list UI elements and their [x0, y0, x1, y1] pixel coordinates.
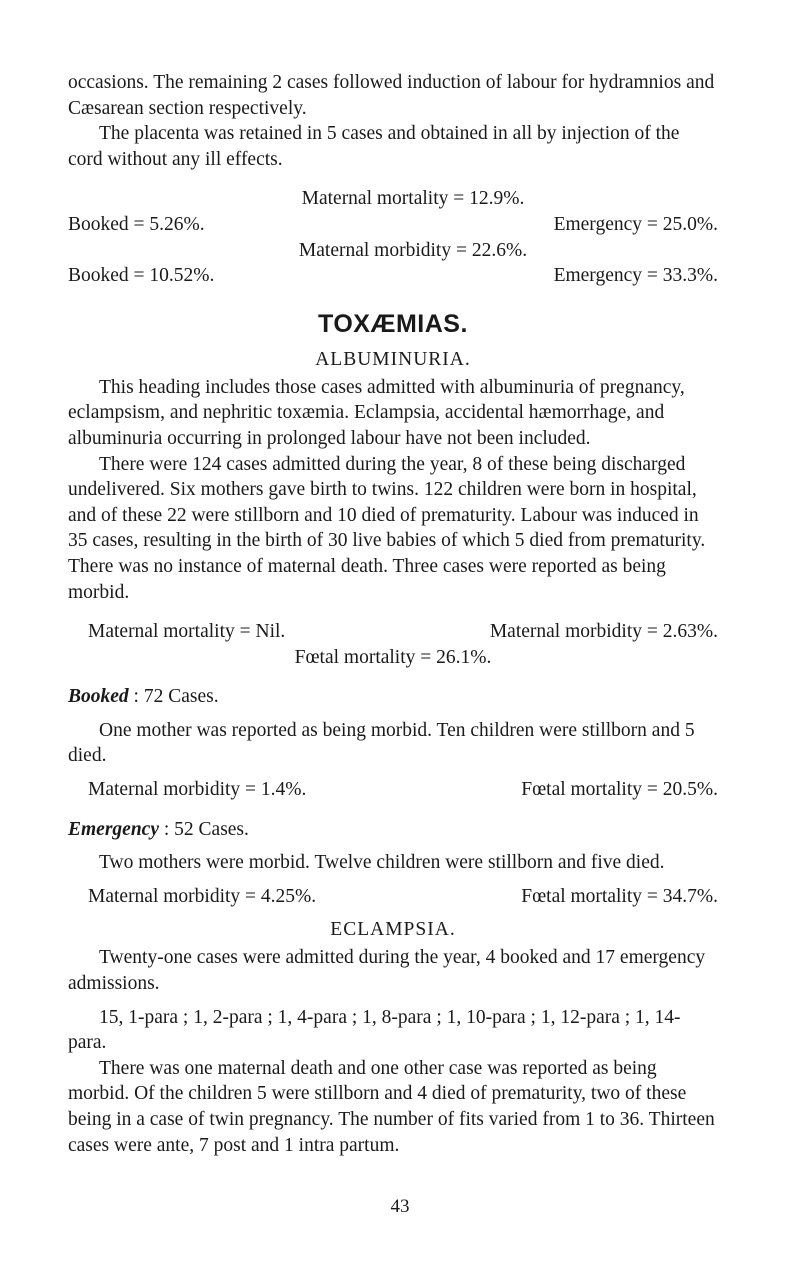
emergency-label: Emergency [68, 818, 159, 840]
booked-morbidity-stat: Booked = 10.52%. [68, 265, 215, 287]
booked-subsection-title [68, 684, 718, 710]
albuminuria-foetal-stat: Fœtal mortality = 26.1%. [294, 646, 492, 668]
subheading-eclampsia: ECLAMPSIA. [330, 919, 456, 941]
maternal-morbidity-stat: Maternal morbidity = 22.6%. [298, 239, 528, 261]
emergency-paragraph: Two mothers were morbid. Twelve children were stillborn and five died. [99, 852, 665, 874]
booked-stats-row [68, 777, 718, 803]
albuminuria-morbidity-stat: Maternal morbidity = 2.63%. [489, 621, 718, 643]
albuminuria-stats-row [68, 619, 718, 645]
emergency-morbidity-stat: Maternal morbidity = 4.25%. [88, 885, 317, 907]
section-heading-toxaemias: TOXÆMIAS. [318, 309, 468, 338]
intro-paragraph-2: The placenta was retained in 5 cases and obtained in all by injection of the cord without any ill effects. [68, 123, 680, 170]
page-number: 43 [390, 1196, 410, 1217]
eclampsia-paragraph-3: There was one maternal death and one other case was reported as being morbid. Of the children 5 were stillborn and 4 died of prematurity, two of these being in a case of twin pregnancy. The number of fits varied from 1 to 36. Thirteen cases were ante, 7 post and 1 intra partum. [68, 1057, 715, 1156]
booked-morbidity-stat: Maternal morbidity = 1.4%. [88, 779, 307, 801]
albuminuria-paragraph-2: There were 124 cases admitted during the year, 8 of these being discharged undelivered. Six mothers gave birth to twins. 122 children were born in hospital, and of these 22 were stillborn and 10 died of prematurity. Labour was induced in 35 cases, resulting in the birth of 30 live babies of which 5 died from prematurity. There was no instance of maternal death. Three cases were reported as being morbid. [68, 453, 706, 603]
booked-cases: : 72 Cases. [133, 686, 219, 708]
maternal-mortality-stat: Maternal mortality = 12.9%. [301, 188, 525, 210]
booked-mortality-stat: Booked = 5.26%. [68, 213, 205, 235]
subheading-albuminuria: ALBUMINURIA. [315, 348, 471, 370]
booked-foetal-stat: Fœtal mortality = 20.5%. [521, 779, 718, 801]
emergency-stats-row [68, 884, 718, 910]
eclampsia-paragraph-2: 15, 1-para ; 1, 2-para ; 1, 4-para ; 1, 8-para ; 1, 10-para ; 1, 12-para ; 1, 14-para. [68, 1006, 681, 1054]
booked-paragraph: One mother was reported as being morbid. Ten children were stillborn and 5 died. [68, 719, 695, 767]
albuminuria-stats [68, 619, 718, 670]
albuminuria-paragraph-1: This heading includes those cases admitted with albuminuria of pregnancy, eclampsism, and nephritic toxæmia. Eclampsia, accidental hæmorrhage, and albuminuria occurring in prolonged labour have not been included. [68, 376, 685, 449]
emergency-morbidity-stat: Emergency = 33.3%. [553, 265, 718, 287]
emergency-subsection-title [68, 817, 718, 843]
eclampsia-paragraph-1: Twenty-one cases were admitted during the year, 4 booked and 17 emergency admissions. [68, 947, 706, 995]
emergency-cases: : 52 Cases. [163, 818, 249, 840]
mortality-breakdown-row [68, 212, 718, 238]
emergency-mortality-stat: Emergency = 25.0%. [553, 213, 718, 235]
stats-block-1 [68, 186, 718, 288]
morbidity-breakdown-row [68, 263, 718, 289]
booked-label: Booked [68, 686, 129, 708]
page-body [68, 70, 718, 1158]
intro-paragraph-1: occasions. The remaining 2 cases followed induction of labour for hydramnios and Cæsarean section respectively. [68, 72, 715, 119]
albuminuria-mortality-stat: Maternal mortality = Nil. [88, 621, 286, 643]
emergency-foetal-stat: Fœtal mortality = 34.7%. [521, 885, 718, 907]
